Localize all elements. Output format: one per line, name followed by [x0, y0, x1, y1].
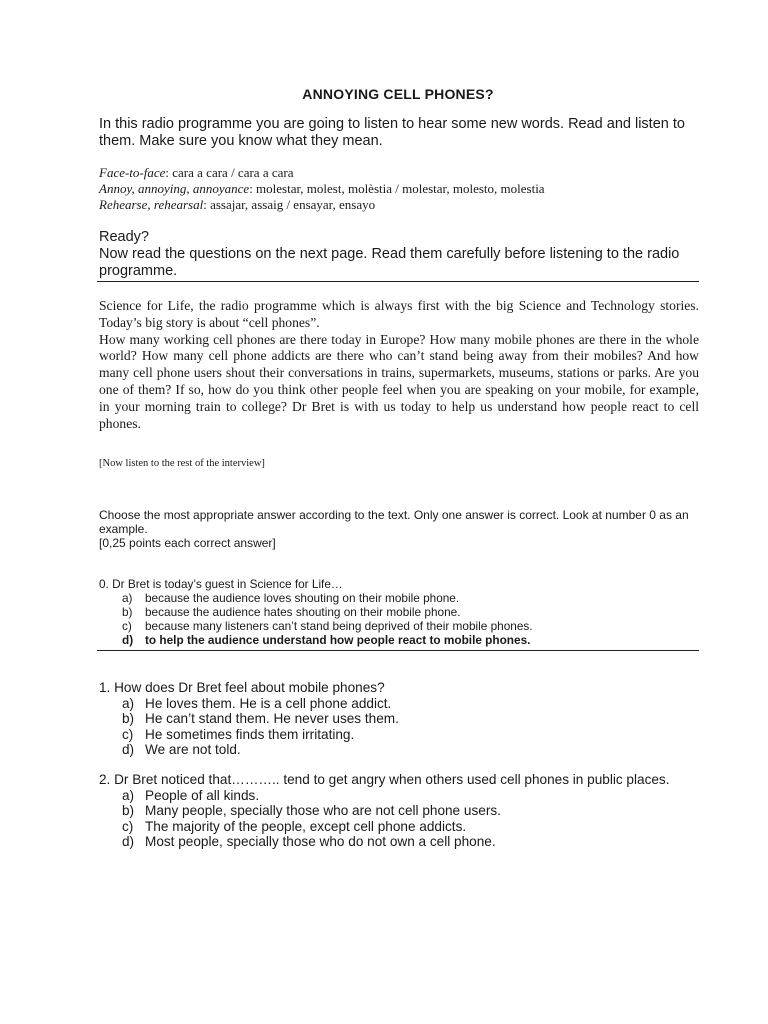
answer-options: [99, 788, 699, 850]
vocabulary-list: [99, 165, 699, 213]
option-text: because the audience hates shouting on their mobile phone.: [145, 605, 461, 619]
question-1: [99, 680, 699, 758]
option-text: He loves them. He is a cell phone addict.: [145, 695, 392, 711]
option-letter: a): [122, 787, 135, 803]
option-text: People of all kinds.: [145, 787, 260, 803]
ready-heading: Ready?: [99, 229, 149, 245]
answer-option: [99, 742, 699, 758]
question-stem: 1. How does Dr Bret feel about mobile phones?: [99, 680, 385, 695]
option-text: Many people, specially those who are not cell phone users.: [145, 803, 501, 818]
option-text: He can’t stand them. He never uses them.: [145, 711, 399, 726]
passage-paragraph: Science for Life, the radio programme which is always first with the big Science and Technology stories. Today’s big story is about “cell phones”.: [99, 298, 699, 330]
intro-paragraph: In this radio programme you are going to listen to hear some new words. Read and listen to them. Make sure you know what they mean.: [99, 116, 685, 149]
option-text: We are not told.: [145, 742, 241, 757]
answer-option: [99, 591, 699, 605]
points-note: [0,25 points each correct answer]: [99, 536, 276, 550]
vocabulary-term: Face-to-face: [99, 165, 166, 180]
answer-option: [99, 788, 699, 804]
section-divider: [97, 281, 699, 282]
option-letter: b): [122, 711, 135, 726]
question-2: [99, 772, 699, 850]
correct-answer-option: [99, 633, 699, 647]
vocabulary-term: Annoy, annoying, annoyance: [99, 181, 250, 196]
listening-note: [Now listen to the rest of the interview]: [99, 458, 265, 469]
section-divider: [97, 650, 699, 651]
vocabulary-translation: : molestar, molest, molèstia / molestar, molesto, molestia: [249, 181, 545, 196]
option-letter: c): [122, 818, 134, 834]
vocabulary-term: Rehearse, rehearsal: [99, 197, 204, 212]
vocabulary-item: [99, 165, 699, 181]
answer-option: [99, 834, 699, 850]
option-letter: a): [122, 695, 135, 711]
instructions: [99, 508, 699, 550]
option-letter: b): [122, 803, 135, 818]
answer-option: [99, 696, 699, 712]
option-text: He sometimes finds them irritating.: [145, 726, 355, 742]
passage-paragraph: How many working cell phones are there today in Europe? How many mobile phones are there in the whole world? How many cell phone addicts are there who can’t stand being away from their mobiles? And how many cell phone users shout their conversations in trains, supermarkets, museums, stations or parks. Are you one of them? If so, how do you think other people feel when you are speaking on your mobile, for example, in your morning train to college? Dr Bret is with us today to help us understand how people react to cell phones.: [99, 331, 699, 431]
question-0: [99, 577, 699, 647]
vocabulary-translation: : assajar, assaig / ensayar, ensayo: [203, 197, 376, 212]
question-stem: 2. Dr Bret noticed that……….. tend to get angry when others used cell phones in public places.: [99, 772, 670, 787]
option-letter: b): [122, 605, 133, 619]
answer-option: [99, 711, 699, 727]
answer-option: [99, 819, 699, 835]
option-text: The majority of the people, except cell phone addicts.: [145, 818, 467, 834]
vocabulary-item: [99, 197, 699, 213]
option-letter: c): [122, 619, 132, 633]
option-letter: c): [122, 726, 134, 742]
option-letter: d): [122, 742, 135, 757]
answer-option: [99, 803, 699, 819]
ready-instruction: Now read the questions on the next page. Read them carefully before listening to the radio programme.: [99, 246, 680, 279]
option-text: Most people, specially those who do not own a cell phone.: [145, 834, 496, 849]
option-letter: d): [122, 633, 134, 647]
instructions-text: Choose the most appropriate answer according to the text. Only one answer is correct. Look at number 0 as an example.: [99, 508, 689, 536]
option-text: because many listeners can’t stand being deprived of their mobile phones.: [145, 619, 533, 633]
answer-option: [99, 605, 699, 619]
answer-option: [99, 619, 699, 633]
answer-option: [99, 727, 699, 743]
answer-options: [99, 591, 699, 647]
answer-options: [99, 696, 699, 758]
ready-section: [99, 229, 699, 280]
question-stem: 0. Dr Bret is today’s guest in Science for Life…: [99, 577, 343, 591]
page-title: ANNOYING CELL PHONES?: [302, 86, 494, 102]
vocabulary-translation: : cara a cara / cara a cara: [165, 165, 294, 180]
option-letter: a): [122, 591, 133, 605]
vocabulary-item: [99, 181, 699, 197]
option-text: because the audience loves shouting on their mobile phone.: [145, 591, 460, 605]
reading-passage: [99, 298, 699, 432]
option-letter: d): [122, 834, 135, 849]
option-text: to help the audience understand how people react to mobile phones.: [145, 633, 531, 647]
